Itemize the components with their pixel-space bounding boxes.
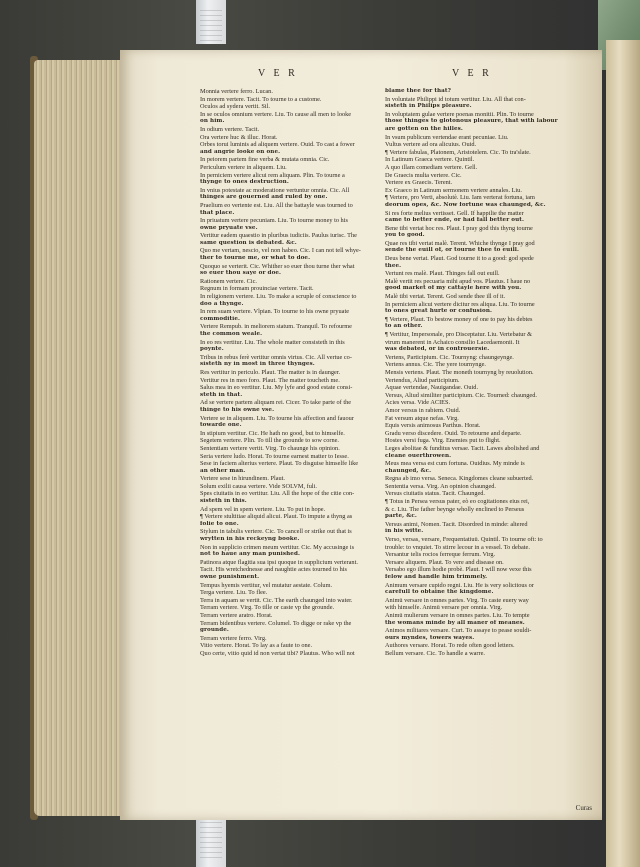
text-line: folie to one.: [200, 520, 239, 527]
text-line: Sententiam vertere vertit. Virg. To chaunge his opinion.: [200, 444, 340, 452]
text-line: Meus mea versa est cum fortuna. Ouidius. My minde is: [385, 460, 525, 468]
text-line: was debated, or in controuersie.: [385, 346, 490, 353]
text-line: an other man.: [200, 467, 246, 474]
text-line: with himselfe. Animū versare per omnia. Virg.: [385, 604, 503, 612]
text-line: Versabo ego illum hodie probè. Plaut. I will now vexe this: [385, 566, 532, 574]
text-line: Terram vertere aratro. Horat.: [200, 611, 273, 619]
text-line: Quo me vertam, nescio, vel non habeo. Cic. I can not tell whye-: [200, 247, 361, 255]
text-line: poynte.: [200, 346, 224, 353]
text-line: Versus animi, Nomen. Tacit. Disordred in minde: altered: [385, 520, 528, 528]
text-line: In rem suam vertere. Vlpian. To tourne to his owne pryuate: [200, 308, 350, 316]
text-line: doo a thynge.: [200, 300, 244, 307]
text-line: Vertens, Participium. Cic. Tournyng: chaungeynge.: [385, 353, 514, 361]
text-line: owne pryuate vse.: [200, 224, 258, 231]
text-line: In priuatum vertere pecuniam. Liu. To tourne money to his: [200, 217, 348, 225]
right-column: [385, 88, 595, 658]
text-line: Hostes versi fuga. Virg. Enemies put to flight.: [385, 437, 501, 445]
text-line: wrytten in his reckeyng booke.: [200, 536, 300, 543]
text-line: A quo illam comediam vertere. Gell.: [385, 163, 478, 171]
text-line: trouble: to vnquiet. To stirre lecour in a vessel. To debate.: [385, 543, 530, 551]
text-line: Sese in faciem alterius vertere. Plaut. To disguise himselfe like: [200, 460, 359, 468]
text-line: the womans minde by all maner of meanes.: [385, 619, 525, 626]
text-line: Stylum in tabulis vertere. Cic. To cancell or strike out that is: [200, 528, 352, 536]
text-line: vtrum manerent in Achaico consilio Lacedaemonii. It: [385, 338, 520, 346]
text-line: In Latinum Graeca vertere. Quintil.: [385, 156, 475, 164]
text-line: Versare aliquem. Plaut. To vere and disease on.: [385, 558, 504, 566]
text-line: Res vertitur in periculo. Plaut. The matter is in daunger.: [200, 368, 341, 376]
text-line: In religionem vertere. Liu. To make a scruple of conscience to: [200, 293, 357, 301]
catchword: Curas: [575, 804, 592, 812]
text-line: good market of my cattayle here with you.: [385, 285, 522, 292]
text-line: Praelium eo vertente est. Liu. All the battayle was tourned to: [200, 201, 353, 209]
text-line: that place.: [200, 209, 235, 216]
text-line: Versus, Aliud similiter participium. Cic. Tourned: chaunged.: [385, 391, 537, 399]
text-line: Regnum in formam prouinciae vertere. Tacit.: [200, 285, 314, 293]
text-line: so euer thou saye or doe.: [200, 270, 282, 277]
text-line: Deus bene vertat. Plaut. God tourne it to a good: god spede: [385, 255, 534, 263]
text-line: ¶ Vertere, Plaut. To bestow money of one to pay his debtes: [385, 315, 533, 323]
text-line: sisteth in this.: [200, 498, 247, 505]
text-line: same question is debated. &c.: [200, 239, 297, 246]
text-line: Vertere ex Graecis. Terent.: [385, 179, 453, 187]
text-line: Ad spem vel in spem vertere. Liu. To put in hope.: [200, 505, 326, 513]
text-line: In se oculos omnium vertere. Liu. To cause all men to looke: [200, 110, 352, 118]
text-line: Tribus in rebus ferè vertitur omnis virtus. Cic. All vertue co-: [200, 353, 352, 361]
text-line: Bene tibi vertat hoc res. Plaut. I pray god this thyng tourne: [385, 224, 533, 232]
text-line: Patinora atque flagitia sua ipsi quoque in supplicium verterant.: [200, 558, 358, 566]
text-line: thynge to ones destruction.: [200, 179, 289, 186]
running-head-right: V E R: [452, 68, 492, 79]
text-line: In perniciem vertere alicui rem aliquam. Plin. To tourne a: [200, 171, 345, 179]
text-line: In odium vertere. Tacit.: [200, 125, 260, 133]
text-line: thinge to his owne vse.: [200, 406, 275, 413]
text-line: ours myndes, towers wayes.: [385, 634, 475, 641]
text-line: Authores versare. Horat. To rede often good letters.: [385, 642, 515, 650]
text-line: cleane ouerthrowen.: [385, 452, 452, 459]
text-line: In morem vertere. Tacit. To tourne to a custome.: [200, 95, 322, 103]
text-line: ¶ Vertere stultitiae aliquid alicui. Plaut. To impute a thyng as: [200, 513, 353, 521]
text-line: those thinges to glotonous pleasure, that with labour: [385, 118, 558, 125]
text-line: steth in that.: [200, 391, 243, 398]
text-line: Fat versum atque nefas. Virg.: [385, 414, 459, 422]
text-line: Periculum vertere in aliquem. Liu.: [200, 163, 287, 171]
text-line: Seria vertere ludo. Horat. To tourne earnest matter to Iesse.: [200, 452, 349, 460]
text-line: Vertunt res malè. Plaut. Thinges fall out euill.: [385, 270, 500, 278]
scale-ruler-top: [196, 0, 226, 44]
text-line: Terga vertere. Liu. To flee.: [200, 589, 268, 597]
text-line: Monnia vertere ferro. Lucan.: [200, 88, 273, 95]
text-line: In perniciem alicui vertere dicitur res aliqua. Liu. To tourne: [385, 300, 535, 308]
text-line: Vertendus, Aliud participium.: [385, 376, 460, 384]
text-line: Spes ciuitatis in eo vertitur. Liu. All the hope of the citie con-: [200, 490, 355, 498]
text-line: Malè vertit res pecuaria mihi apud vos. Plautus. I haue no: [385, 277, 531, 285]
text-line: & c. Liu. The father beynge wholly enclined to Perseus: [385, 505, 525, 513]
text-line: thinges are gouerned and ruled by one.: [200, 194, 328, 201]
text-line: ¶ Vertere, pro Verti, absolutè. Liu. Iam verterat fortuna, iam: [385, 194, 535, 202]
text-line: thee.: [385, 262, 402, 269]
running-head-left: V E R: [258, 68, 298, 79]
text-line: ¶ Totus in Persea versus pater, eò eo cogitationes eius rei,: [385, 498, 530, 506]
text-line: Rationem vertere. Cic.: [200, 277, 258, 285]
text-line: owne punishment.: [200, 574, 260, 580]
text-line: grounde.: [200, 627, 229, 634]
text-line: Ora vertere huc & illuc. Horat.: [200, 133, 278, 141]
text-line: Terram bidentibus vertere. Columel. To digge or rake vp the: [200, 619, 352, 627]
text-line: In eo res vertitur. Liu. The whole matter consisteth in this: [200, 338, 345, 346]
text-line: on him.: [200, 118, 225, 125]
text-line: came to better ende, or had fall better out.: [385, 217, 525, 224]
left-column: [200, 88, 410, 658]
text-line: Sententia versa. Virg. An opinion chaunged.: [385, 482, 496, 490]
text-line: Versus ciuitatis status. Tacit. Chaunged.: [385, 490, 486, 498]
text-line: Vertens annus. Cic. The yere tournynge.: [385, 361, 486, 369]
text-line: Gradu verso discedere. Ouid. To retourne and departe.: [385, 429, 522, 437]
text-line: ¶ Vertere fabulas, Platonem, Aristotelem. Cic. To tra'slate.: [385, 148, 531, 156]
text-line: Vertere Rempub. in meliorem statum. Tranquil. To refourme: [200, 323, 352, 331]
text-line: sende the euill of, or tourne thee to euill.: [385, 247, 520, 254]
facing-page-edge: [606, 40, 640, 867]
text-line: to ones great hurte or confusion.: [385, 308, 493, 315]
text-line: ¶ Vertitur, Impersonale, pro Disceptatur. Liu. Vertebatur &: [385, 331, 532, 338]
text-line: Vitio vertere. Horat. To lay as a faute to one.: [200, 642, 313, 650]
text-line: Bellum versare. Cic. To handle a warre.: [385, 649, 485, 657]
text-line: Regna ab imo versa. Seneca. Kingdomes cleane subuerted.: [385, 475, 534, 483]
text-line: Si res forte melius vertisset. Gell. If happilie the matter: [385, 209, 524, 217]
text-line: in his witte.: [385, 528, 424, 535]
text-line: the common weale.: [200, 331, 263, 337]
text-line: Quoquo se verterit. Cic. Whither so euer thou turne ther what: [200, 262, 355, 270]
text-line: Vertitur res in meo foro. Plaut. The matter toucheth me.: [200, 376, 340, 384]
text-line: In vsum publicum vertendae erant pecuniae. Liu.: [385, 133, 509, 141]
text-line: Mensis vertens. Plaut. The moneth tournyng by reuolution.: [385, 368, 534, 376]
text-line: Animos militares versare. Curt. To assaye to pease souldi-: [385, 627, 532, 635]
text-line: to an other.: [385, 323, 423, 330]
text-line: Aquae vertendae, Nauigandae. Ouid.: [385, 384, 479, 392]
text-line: towarde one.: [200, 422, 242, 429]
book-page: [120, 50, 602, 820]
text-line: you to good.: [385, 232, 425, 239]
text-line: Vultus vertere ad ora alicuius. Ouid.: [385, 141, 477, 149]
text-line: Amor versus in rabiem. Ouid.: [385, 406, 461, 414]
text-line: Versantur telis rocios ferreque ferrum. Virg.: [385, 551, 496, 559]
text-line: De Graecis multa vertere. Cic.: [385, 171, 462, 179]
running-head: [120, 68, 602, 82]
text-line: Quo certe, vitio quid id non vertat tibi? Plautus. Who will not: [200, 649, 355, 657]
text-line: In voluptatem gulae vertere poenas monitii. Plin. To tourne: [385, 110, 534, 118]
text-line: not to haue any man punished.: [200, 551, 301, 558]
text-line: Acies versa. Vide ACIES.: [385, 399, 451, 407]
text-line: Tacit. His wretchednesse and naughtie actes tourned to his: [200, 566, 347, 574]
text-line: blame thee for that?: [385, 88, 451, 94]
text-line: Orbes torui luminis ad aliquem vertere. Ouid. To cast a fower: [200, 141, 355, 149]
scale-ruler-bottom: [196, 818, 226, 867]
text-line: Solum exilii causa vertere. Vide SOLVM, fuli.: [200, 482, 317, 490]
text-line: Vertere sese in hirundinem. Plaut.: [200, 475, 285, 483]
text-line: Ad se vertere partem aliquam rei. Cicer. To take parte of the: [200, 399, 352, 407]
text-line: Terram vertere ferro. Virg.: [200, 634, 267, 642]
text-line: deorum opes, &c. Now fortune was chaunged, &c.: [385, 201, 546, 208]
text-line: Malè tibi vertat. Terent. God sende thee ill of it.: [385, 293, 506, 301]
text-line: Tempus hyemis vertitur, vel mutatur aestate. Colum.: [200, 581, 333, 589]
text-line: Vertere se in aliquem. Liu. To tourne his affection and fauour: [200, 414, 354, 422]
text-line: Animum versare cupido regni. Liu. He is very solicitous or: [385, 581, 534, 589]
text-line: In voluntate Philippi id totum vertitur. Liu. All that con-: [385, 95, 526, 103]
text-line: sisteth in Philips pleasure.: [385, 103, 472, 110]
text-line: Animū mulierum versare in omnes partes. Liu. To tempte: [385, 611, 530, 619]
text-line: Salus mea in eo vertitur. Liu. My lyfe and good estate consi-: [200, 384, 353, 392]
text-line: Ex Graeco in Latinum sermonem vertere annales. Liu.: [385, 186, 522, 194]
text-line: In peiorem partem fine verba & mutata omnia. Cic.: [200, 156, 330, 164]
text-line: Verso, versas, versare, Frequentatiuū. Quintil. To tourne oft: to: [385, 536, 543, 544]
book-page-stack: [34, 60, 126, 816]
text-line: Segetem vertere. Plin. To till the grounde to sow corne.: [200, 437, 339, 445]
text-line: carefull to obtaine the kingdome.: [385, 589, 494, 596]
text-line: Vertitur eadem quaestio in pluribus iudiciis. Paulus iurisc. The: [200, 232, 357, 240]
text-line: parte, &c.: [385, 513, 417, 520]
text-line: Non in supplicio crimen meum vertitur. Cic. My accusinge is: [200, 543, 355, 551]
text-line: felow and handle him trimmely.: [385, 574, 488, 580]
text-line: commoditie.: [200, 315, 241, 322]
text-line: Leges abolitae & funditus versae. Tacit. Lawes abolished and: [385, 444, 540, 452]
text-line: chaunged, &c.: [385, 467, 432, 474]
text-line: Quae res tibi vertat malè. Terent. Whiche thynge I pray god: [385, 239, 535, 247]
text-line: and angrie looke on one.: [200, 148, 281, 155]
text-line: are gotten on the hilles.: [385, 125, 463, 132]
text-line: Terram vertere. Virg. To tille or caste vp the grounde.: [200, 604, 335, 612]
text-line: Oculos ad sydera vertit. Sil.: [200, 103, 270, 111]
text-line: ther to tourne me, or what to doe.: [200, 255, 311, 262]
text-line: In vnius potestate ac moderatione vertuntur omnia. Cic. All: [200, 186, 350, 194]
text-line: Terra in aquam se vertit. Cic. The earth chaunged into water.: [200, 596, 353, 604]
text-line: Equis versis animosus Parthus. Horat.: [385, 422, 481, 430]
text-line: Animū versare in omnes partes. Virg. To caste euery way: [385, 596, 529, 604]
text-line: In stipium vertitur. Cic. He hath no good, but to himselfe.: [200, 429, 345, 437]
text-line: sisteth ny in most in three thynges.: [200, 361, 315, 368]
